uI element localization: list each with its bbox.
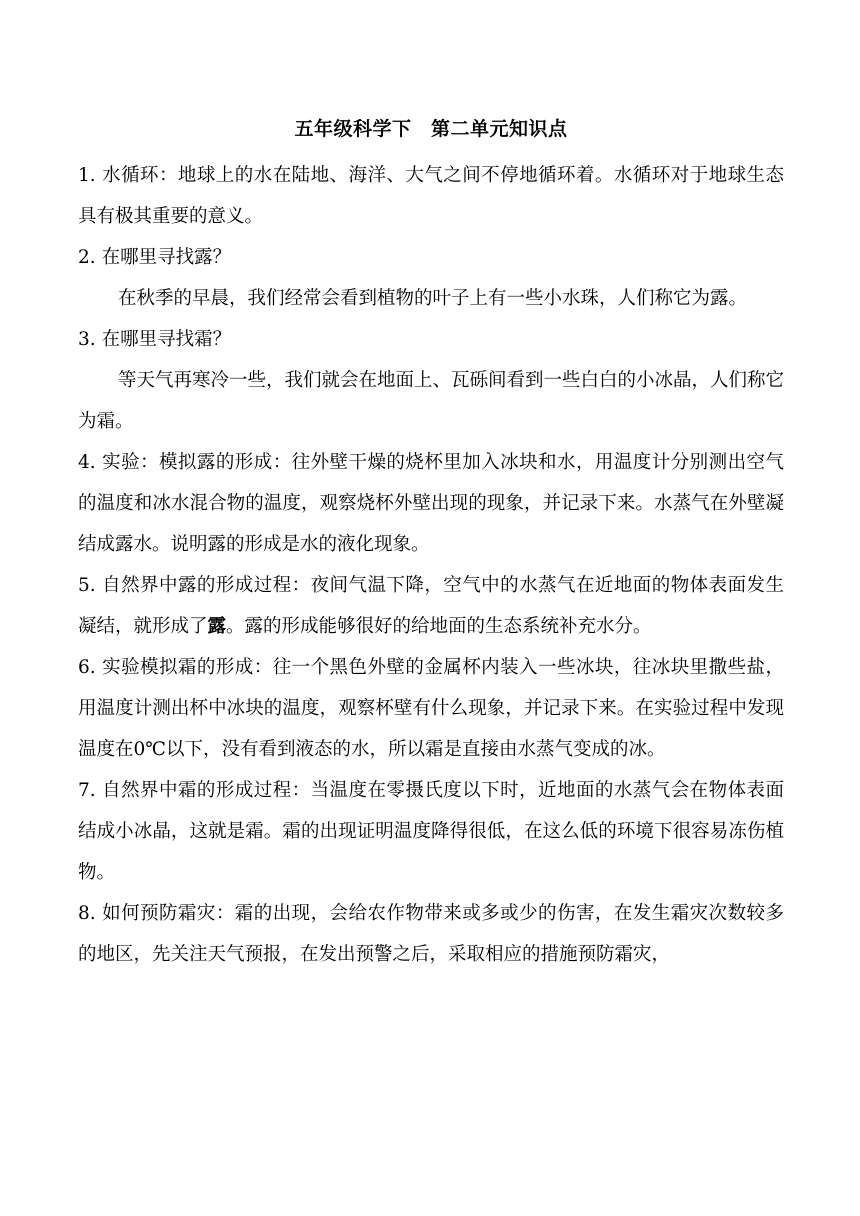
item-number: 8.	[78, 903, 96, 924]
item-number: 3.	[78, 329, 96, 350]
item-text: 实验：模拟露的形成：往外壁干燥的烧杯里加入冰块和水，用温度计分别测出空气的温度和冰水混合物的温度，观察烧杯外壁出现的现象，并记录下来。水蒸气在外壁凝结成露水。说明露的形成是水的液化现象。	[78, 452, 784, 555]
item-text: 如何预防霜灾：霜的出现，会给农作物带来或多或少的伤害，在发生霜灾次数较多的地区，先关注天气预报，在发出预警之后，采取相应的措施预防霜灾，	[78, 903, 784, 965]
item-3	[78, 319, 784, 360]
item-number: 7.	[78, 780, 96, 801]
item-text: 在哪里寻找露？	[101, 247, 232, 268]
item-number: 1.	[78, 165, 96, 186]
item-4	[78, 442, 784, 565]
document-title: 五年级科学下 第二单元知识点	[294, 118, 568, 140]
item-6	[78, 647, 784, 770]
document-page	[78, 113, 784, 975]
item-number: 4.	[78, 452, 96, 473]
item-3-body: 等天气再寒冷一些，我们就会在地面上、瓦砾间看到一些白白的小冰晶，人们称它为霜。	[78, 370, 785, 432]
item-2-body: 在秋季的早晨，我们经常会看到植物的叶子上有一些小水珠，人们称它为露。	[118, 288, 748, 309]
item-text-bold: 露	[207, 616, 227, 637]
item-number: 5.	[78, 575, 96, 596]
item-5	[78, 565, 784, 647]
item-7	[78, 770, 784, 893]
item-text: 自然界中霜的形成过程：当温度在零摄氏度以下时，近地面的水蒸气会在物体表面结成小冰晶，这就是霜。霜的出现证明温度降得很低，在这么低的环境下很容易冻伤植物。	[78, 780, 784, 883]
item-number: 2.	[78, 247, 96, 268]
item-8	[78, 893, 784, 975]
item-1	[78, 155, 784, 237]
item-text: 在哪里寻找霜？	[101, 329, 232, 350]
item-2	[78, 237, 784, 278]
item-number: 6.	[78, 657, 96, 678]
item-text: 实验模拟霜的形成：往一个黑色外壁的金属杯内装入一些冰块，往冰块里撒些盐，用温度计测出杯中冰块的温度，观察杯壁有什么现象，并记录下来。在实验过程中发现温度在0℃以下，没有看到液态的水，所以霜是直接由水蒸气变成的冰。	[78, 657, 784, 760]
item-text-after: 。露的形成能够很好的给地面的生态系统补充水分。	[226, 616, 652, 637]
item-text-before: 自然界中露的形成过程：夜间气温下降，空气中的水蒸气在近地面的物体表面发生凝结，就形成了	[78, 575, 784, 637]
item-text: 水循环：地球上的水在陆地、海洋、大气之间不停地循环着。水循环对于地球生态具有极其重要的意义。	[78, 165, 784, 227]
